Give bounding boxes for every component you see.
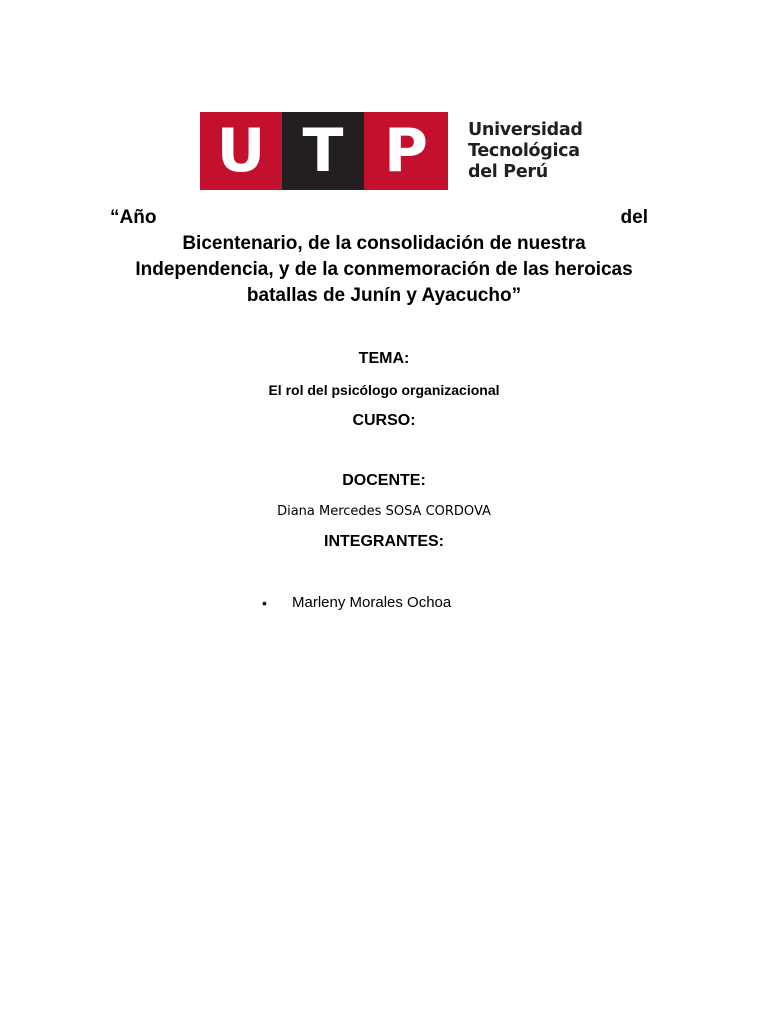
logo-university-name [468, 120, 583, 183]
logo-name-line: Universidad [468, 119, 583, 140]
bullet-icon: • [262, 594, 267, 611]
utp-logo [200, 112, 583, 190]
title-word-ano: “Año [110, 207, 157, 228]
logo-letter-u: U [200, 112, 282, 190]
docente-value: Diana Mercedes SOSA CORDOVA [277, 504, 491, 519]
document-title [100, 231, 668, 309]
docente-heading: DOCENTE: [342, 472, 426, 489]
tema-heading: TEMA: [358, 350, 410, 367]
member-name: Marleny Morales Ochoa [292, 594, 452, 611]
curso-heading: CURSO: [352, 412, 416, 429]
title-line: Independencia, y de la conmemoración de las heroicas [135, 259, 633, 280]
logo-letter-blocks [200, 112, 448, 190]
logo-letter-t: T [282, 112, 364, 190]
logo-name-line: Tecnológica [468, 140, 580, 161]
tema-value: El rol del psicólogo organizacional [268, 382, 500, 398]
integrantes-list [262, 594, 451, 611]
title-word-del: del [620, 207, 648, 228]
title-line: Bicentenario, de la consolidación de nuestra [182, 233, 586, 254]
title-line: batallas de Junín y Ayacucho” [246, 285, 522, 306]
logo-letter-p: P [364, 112, 448, 190]
list-item [262, 594, 451, 611]
logo-name-line: del Perú [468, 161, 548, 182]
title-first-line [110, 205, 648, 231]
integrantes-heading: INTEGRANTES: [324, 533, 444, 550]
